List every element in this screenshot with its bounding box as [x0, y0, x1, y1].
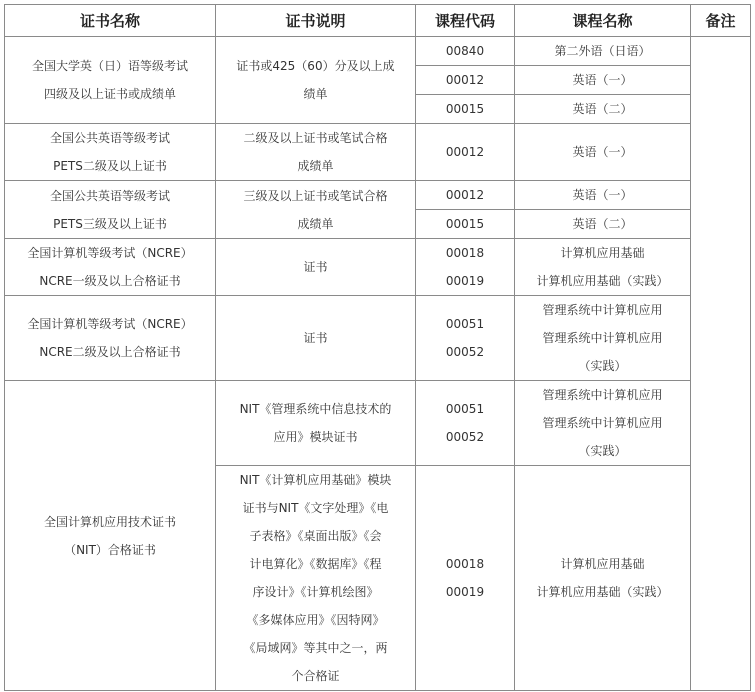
cert-name-line: 全国公共英语等级考试 — [49, 188, 170, 203]
course-code-cell — [416, 466, 515, 691]
course-name-cell — [515, 239, 691, 296]
course-name-line: 计算机应用基础 — [560, 246, 645, 260]
course-name-cell: 英语（二） — [515, 95, 691, 124]
course-name-line: 计算机应用基础（实践） — [536, 585, 669, 599]
course-code-line: 00019 — [445, 585, 485, 599]
course-name-cell: 第二外语（日语） — [515, 37, 691, 66]
course-code-cell: 00012 — [416, 124, 515, 181]
table-row — [5, 181, 751, 210]
course-name-line: 管理系统中计算机应用 — [542, 303, 663, 317]
cert-name-cell — [5, 181, 216, 239]
course-code-cell: 00015 — [416, 95, 515, 124]
cert-desc-cell — [216, 124, 416, 181]
cert-name-line: 四级及以上证书或成绩单 — [43, 87, 176, 101]
cert-desc-cell — [216, 37, 416, 124]
course-name-cell — [515, 296, 691, 381]
cert-desc-line: 《局域网》等其中之一，两 — [243, 641, 388, 655]
certificate-course-table — [4, 4, 751, 691]
course-code-line: 00052 — [445, 430, 485, 444]
cert-desc-line: 成绩单 — [297, 159, 334, 173]
remark-cell — [691, 37, 751, 691]
cert-name-line: 全国大学英（日）语等级考试 — [31, 59, 188, 73]
header-course-name: 课程名称 — [515, 5, 691, 37]
cert-name-line: 全国计算机应用技术证书 — [43, 514, 176, 529]
course-name-line: （实践） — [578, 444, 627, 458]
header-cert-name: 证书名称 — [5, 5, 216, 37]
cert-name-line: 全国计算机等级考试（NCRE） — [27, 246, 193, 260]
cert-desc-line: 证书 — [303, 260, 328, 274]
course-name-line: （实践） — [578, 359, 627, 373]
cert-desc-cell — [216, 181, 416, 239]
cert-desc-line: NIT《计算机应用基础》模块 — [239, 473, 392, 487]
header-remark: 备注 — [691, 5, 751, 37]
course-code-line: 00052 — [445, 345, 485, 359]
cert-name-line: 全国公共英语等级考试 — [49, 131, 170, 145]
header-course-code: 课程代码 — [416, 5, 515, 37]
course-code-line: 00051 — [445, 317, 485, 331]
course-name-cell: 英语（一） — [515, 124, 691, 181]
course-code-cell — [416, 296, 515, 381]
cert-desc-line: 证书与NIT《文字处理》《电 — [242, 501, 389, 515]
cert-desc-line: NIT《管理系统中信息技术的 — [239, 402, 392, 416]
table-row — [5, 296, 751, 381]
cert-desc-line: 个合格证 — [291, 669, 340, 683]
cert-name-line: 全国计算机等级考试（NCRE） — [27, 317, 193, 331]
cert-desc-line: 计电算化》《数据库》《程 — [249, 557, 382, 571]
course-code-cell: 00012 — [416, 181, 515, 210]
cert-desc-line: 证书 — [303, 331, 328, 345]
cert-desc-cell — [216, 381, 416, 466]
cert-name-line: NCRE二级及以上合格证书 — [39, 345, 181, 359]
table-header-row — [5, 5, 751, 37]
course-name-line: 计算机应用基础（实践） — [536, 274, 669, 288]
cert-name-cell — [5, 37, 216, 124]
cert-name-line: （NIT）合格证书 — [64, 542, 156, 557]
header-cert-desc: 证书说明 — [216, 5, 416, 37]
course-name-cell — [515, 466, 691, 691]
cert-desc-line: 应用》模块证书 — [273, 430, 358, 444]
cert-desc-line: 二级及以上证书或笔试合格 — [243, 131, 388, 145]
table-row — [5, 239, 751, 296]
course-code-line: 00051 — [445, 402, 485, 416]
course-code-cell: 00840 — [416, 37, 515, 66]
cert-name-cell — [5, 124, 216, 181]
cert-desc-line: 证书或425（60）分及以上成 — [236, 59, 395, 73]
cert-desc-cell — [216, 296, 416, 381]
course-name-line: 计算机应用基础 — [560, 557, 645, 571]
cert-name-cell — [5, 296, 216, 381]
course-name-line: 管理系统中计算机应用 — [542, 416, 663, 430]
course-name-line: 管理系统中计算机应用 — [542, 331, 663, 345]
course-code-line: 00018 — [445, 557, 485, 571]
cert-desc-line: 绩单 — [303, 87, 328, 101]
cert-desc-line: 成绩单 — [297, 216, 334, 231]
cert-desc-cell — [216, 239, 416, 296]
table-row — [5, 37, 751, 66]
course-code-cell — [416, 381, 515, 466]
course-name-cell: 英语（一） — [515, 66, 691, 95]
cert-desc-cell — [216, 466, 416, 691]
table-row — [5, 381, 751, 466]
course-name-line: 管理系统中计算机应用 — [542, 388, 663, 402]
table-row — [5, 124, 751, 181]
cert-desc-line: 序设计》《计算机绘图》 — [252, 585, 379, 599]
cert-name-line: PETS二级及以上证书 — [53, 159, 167, 173]
cert-name-cell — [5, 239, 216, 296]
course-code-cell: 00015 — [416, 210, 515, 239]
cert-name-cell — [5, 381, 216, 691]
cert-desc-line: 三级及以上证书或笔试合格 — [243, 188, 388, 203]
course-code-line: 00018 — [445, 246, 485, 260]
cert-desc-line: 子表格》《桌面出版》《会 — [249, 529, 382, 543]
cert-desc-line: 《多媒体应用》《因特网》 — [246, 613, 385, 627]
course-name-cell: 英语（一） — [515, 181, 691, 210]
cert-name-line: PETS三级及以上证书 — [53, 216, 167, 231]
course-code-line: 00019 — [445, 274, 485, 288]
course-name-cell — [515, 381, 691, 466]
cert-name-line: NCRE一级及以上合格证书 — [39, 274, 181, 288]
course-code-cell: 00012 — [416, 66, 515, 95]
course-code-cell — [416, 239, 515, 296]
course-name-cell: 英语（二） — [515, 210, 691, 239]
